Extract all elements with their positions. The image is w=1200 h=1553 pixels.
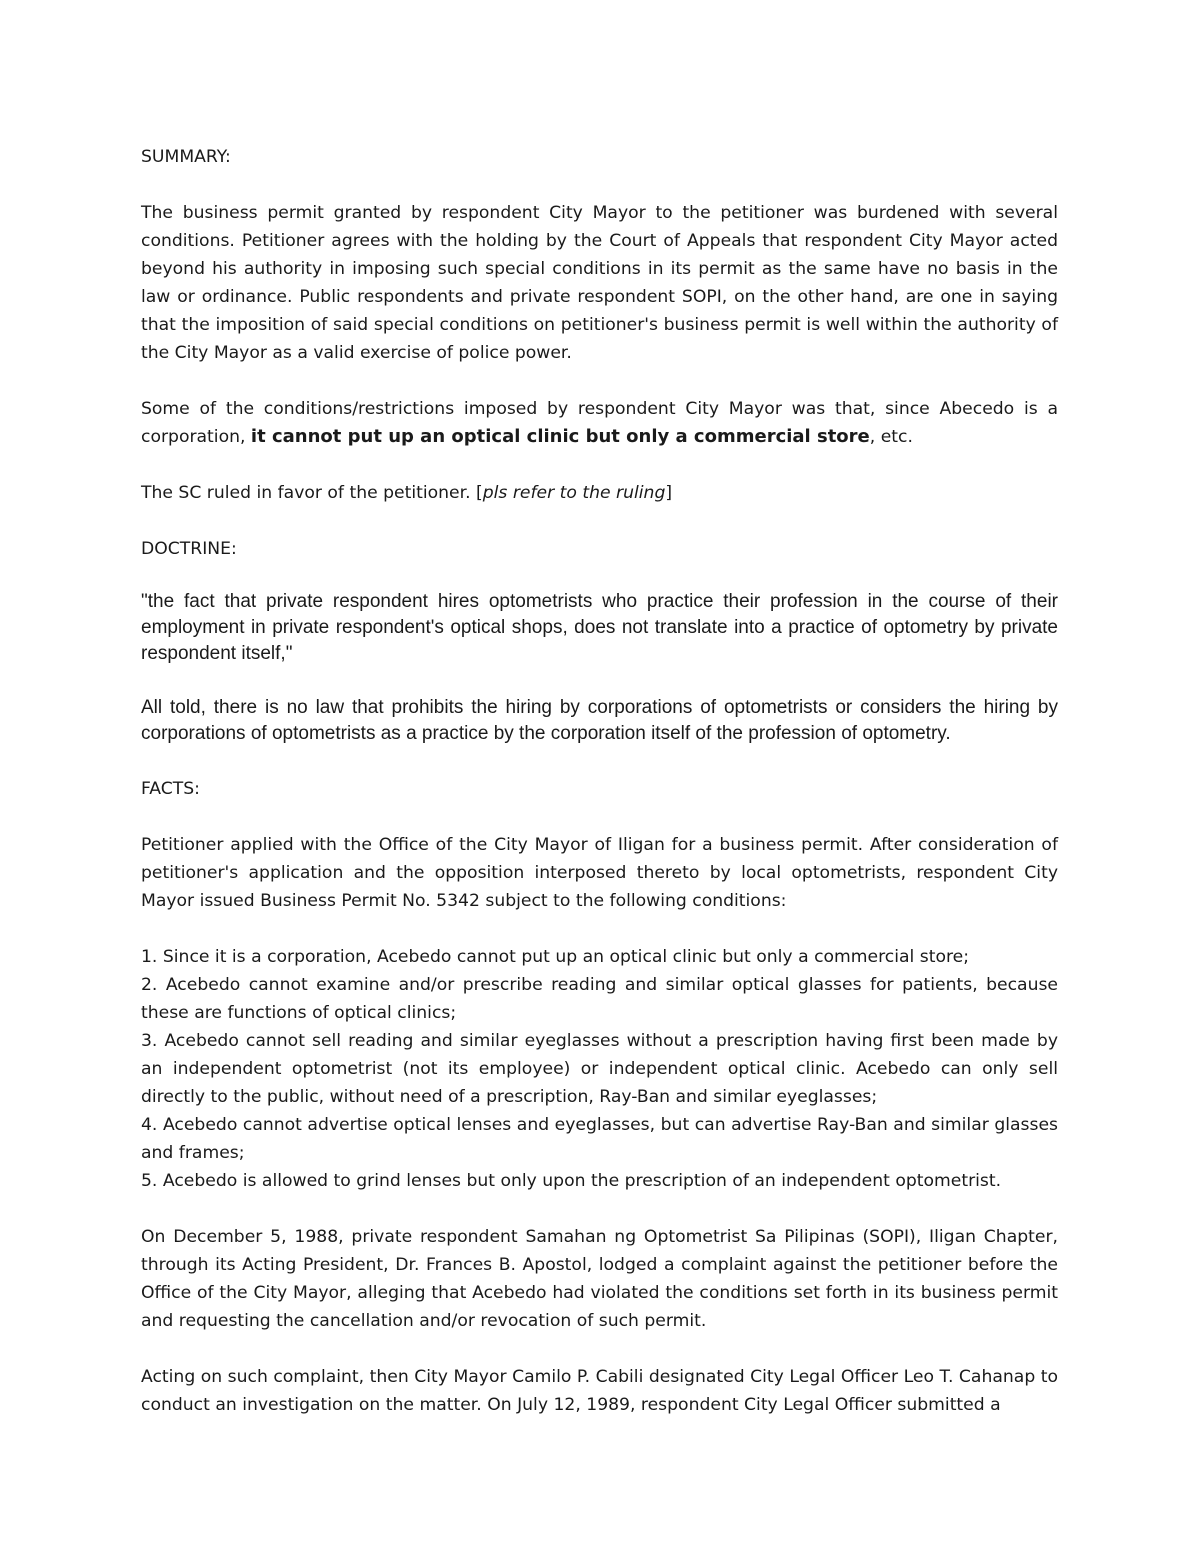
summary-paragraph-1: The business permit granted by respondent City Mayor to the petitioner was burdened with several conditions. Petitioner agrees with the holding by the Court of Appeals that respondent City Mayor acted beyond his authority in imposing such special conditions in its permit as the same have no basis in the law or ordinance. Public respondents and private respondent SOPI, on the other hand, are one in saying that the imposition of said special conditions on petitioner's business permit is well within the authority of the City Mayor as a valid exercise of police power. bbox=[141, 203, 1058, 363]
facts-paragraph-1: Petitioner applied with the Office of the City Mayor of Iligan for a business permit. After consideration of petitioner's application and the opposition interposed thereto by local optometrists, respondent City Mayor issued Business Permit No. 5342 subject to the following conditions: bbox=[141, 835, 1058, 911]
doctrine-quote: "the fact that private respondent hires optometrists who practice their profession in the course of their employment in private respondent's optical shops, does not translate into a practice of optometry by private respondent itself," bbox=[141, 591, 1058, 664]
summary-paragraph-2-lead: Some of the conditions/restrictions imposed by respondent City Mayor was that, since Abecedo is a corporation, bbox=[141, 399, 1058, 447]
summary-heading: SUMMARY: bbox=[141, 147, 231, 167]
condition-item: 2. Acebedo cannot examine and/or prescribe reading and similar optical glasses for patients, because these are functions of optical clinics; bbox=[141, 975, 1058, 1023]
summary-paragraph-3-lead: The SC ruled in favor of the petitioner. [ bbox=[141, 483, 483, 503]
facts-heading: FACTS: bbox=[141, 779, 200, 799]
summary-paragraph-2-tail: , etc. bbox=[869, 427, 913, 447]
summary-paragraph-3-tail: ] bbox=[665, 483, 673, 503]
document-page bbox=[141, 143, 1058, 1419]
summary-paragraph-2 bbox=[141, 395, 1058, 451]
condition-item: 4. Acebedo cannot advertise optical lenses and eyeglasses, but can advertise Ray-Ban and similar glasses and frames; bbox=[141, 1115, 1058, 1163]
facts-paragraph-3: Acting on such complaint, then City Mayor Camilo P. Cabili designated City Legal Officer Leo T. Cahanap to conduct an investigation on the matter. On July 12, 1989, respondent City Legal Officer submitted a bbox=[141, 1367, 1058, 1415]
doctrine-heading: DOCTRINE: bbox=[141, 539, 237, 559]
facts-paragraph-2: On December 5, 1988, private respondent Samahan ng Optometrist Sa Pilipinas (SOPI), Iligan Chapter, through its Acting President, Dr. Frances B. Apostol, lodged a complaint against the petitioner before the Office of the City Mayor, alleging that Acebedo had violated the conditions set forth in its business permit and requesting the cancellation and/or revocation of such permit. bbox=[141, 1227, 1058, 1331]
condition-item: 1. Since it is a corporation, Acebedo cannot put up an optical clinic but only a commercial store; bbox=[141, 947, 970, 967]
summary-paragraph-2-bold: it cannot put up an optical clinic but only a commercial store bbox=[250, 426, 870, 447]
conditions-list bbox=[141, 943, 1058, 1195]
condition-item: 5. Acebedo is allowed to grind lenses but only upon the prescription of an independent optometrist. bbox=[141, 1171, 1002, 1191]
summary-paragraph-3-italic: pls refer to the ruling bbox=[482, 483, 666, 503]
condition-item: 3. Acebedo cannot sell reading and similar eyeglasses without a prescription having first been made by an independent optometrist (not its employee) or independent optical clinic. Acebedo can only sell directly to the public, without need of a prescription, Ray-Ban and similar eyeglasses; bbox=[141, 1031, 1058, 1107]
doctrine-paragraph-2: All told, there is no law that prohibits the hiring by corporations of optometrists or considers the hiring by corporations of optometrists as a practice by the corporation itself of the profession of optometry. bbox=[141, 697, 1058, 744]
summary-paragraph-3 bbox=[141, 479, 1058, 507]
